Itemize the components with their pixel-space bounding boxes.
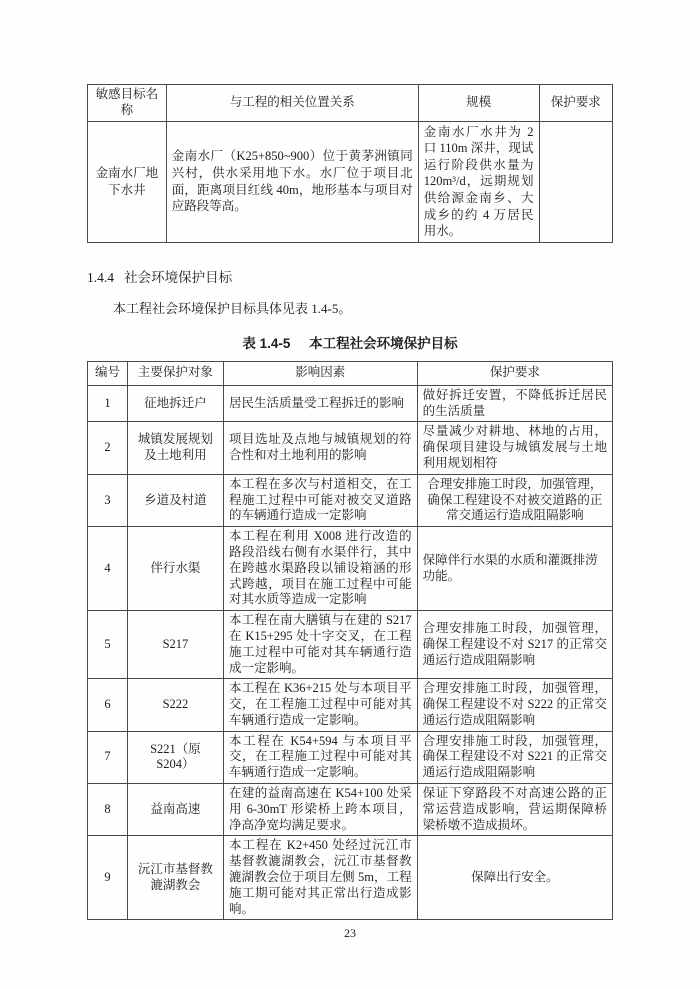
cell-no: 9 bbox=[88, 836, 128, 920]
header-requirement: 保护要求 bbox=[417, 361, 612, 385]
cell-requirement: 保证下穿路段不对高速公路的正常运营造成影响，营运期保障桥梁桥墩不造成损坏。 bbox=[417, 784, 612, 836]
table-row bbox=[88, 422, 613, 474]
section-heading: 1.4.4 社会环境保护目标 bbox=[87, 269, 233, 285]
table-title: 表 1.4-5 本工程社会环境保护目标 bbox=[242, 335, 458, 351]
cell-target: S221（原 S204） bbox=[127, 731, 223, 783]
table-row bbox=[88, 527, 613, 611]
cell-target: 征地拆迁户 bbox=[127, 385, 223, 422]
table-row bbox=[88, 474, 613, 526]
cell-factor: 本工程在多次与村道相交，在工程施工过程中可能对被交叉道路的车辆通行造成一定影响 bbox=[223, 474, 417, 526]
cell-requirement: 保障伴行水渠的水质和灌溉排涝功能。 bbox=[417, 527, 612, 611]
cell-factor: 本工程在南大膳镇与在建的 S217 在 K15+295 处十字交叉，在工程施工过程中可能对其车辆通行造成一定影响。 bbox=[223, 611, 417, 679]
cell-factor: 本工程在利用 X008 进行改造的路段沿线右侧有水渠伴行，其中在跨越水渠路段以铺设箱涵的形式跨越，项目在施工过程中可能对其水质等造成一定影响 bbox=[223, 527, 417, 611]
cell-target: 伴行水渠 bbox=[127, 527, 223, 611]
cell-factor: 本工程在 K36+215 处与本项目平交，在工程施工过程中可能对其车辆通行造成一定影响。 bbox=[223, 679, 417, 731]
cell-requirement bbox=[539, 121, 613, 242]
table-row bbox=[88, 385, 613, 422]
header-sensitive-target-name: 敏感目标名称 bbox=[88, 85, 167, 122]
sensitive-target-header-row bbox=[88, 85, 613, 122]
cell-requirement: 保障出行安全。 bbox=[417, 836, 612, 920]
cell-requirement: 合理安排施工时段，加强管理，确保工程建设不对 S217 的正常交通运行造成阻隔影响 bbox=[417, 611, 612, 679]
cell-scale: 金南水厂水井为 2 口 110m 深井，现试运行阶段供水量为 120m³/d，远期规划供给源金南乡、大成乡的约 4 万居民用水。 bbox=[418, 121, 539, 242]
cell-no: 4 bbox=[88, 527, 128, 611]
header-protection-target: 主要保护对象 bbox=[127, 361, 223, 385]
cell-target: S222 bbox=[127, 679, 223, 731]
header-scale: 规模 bbox=[418, 85, 539, 122]
cell-target: S217 bbox=[127, 611, 223, 679]
cell-target: 乡道及村道 bbox=[127, 474, 223, 526]
cell-no: 6 bbox=[88, 679, 128, 731]
table-row bbox=[88, 731, 613, 783]
table-row bbox=[88, 836, 613, 920]
cell-target: 沅江市基督教漉湖教会 bbox=[127, 836, 223, 920]
header-relation-to-project: 与工程的相关位置关系 bbox=[166, 85, 418, 122]
cell-factor: 项目选址及点地与城镇规划的符合性和对土地利用的影响 bbox=[223, 422, 417, 474]
cell-no: 7 bbox=[88, 731, 128, 783]
cell-requirement: 做好拆迁安置，不降低拆迁居民的生活质量 bbox=[417, 385, 612, 422]
header-impact-factor: 影响因素 bbox=[223, 361, 417, 385]
cell-target: 益南高速 bbox=[127, 784, 223, 836]
table-row bbox=[88, 611, 613, 679]
cell-no: 1 bbox=[88, 385, 128, 422]
cell-factor: 本工程在 K54+594 与本项目平交，在工程施工过程中可能对其车辆通行造成一定影响。 bbox=[223, 731, 417, 783]
cell-requirement: 尽量减少对耕地、林地的占用，确保项目建设与城镇发展与土地利用规划相符 bbox=[417, 422, 612, 474]
cell-factor: 居民生活质量受工程拆迁的影响 bbox=[223, 385, 417, 422]
cell-factor: 本工程在 K2+450 处经过沅江市基督教漉湖教会，沅江市基督教漉湖教会位于项目左侧 5m，工程施工期可能对其正常出行造成影响。 bbox=[223, 836, 417, 920]
table-row bbox=[88, 784, 613, 836]
header-protection-requirement: 保护要求 bbox=[539, 85, 613, 122]
cell-target-name: 金南水厂地下水井 bbox=[88, 121, 167, 242]
social-table-header-row bbox=[88, 361, 613, 385]
social-protection-table bbox=[87, 361, 613, 921]
section-paragraph: 本工程社会环境保护目标具体见表 1.4-5。 bbox=[113, 300, 352, 316]
cell-requirement: 合理安排施工时段，加强管理，确保工程建设不对 S221 的正常交通运行造成阻隔影响 bbox=[417, 731, 612, 783]
sensitive-target-table bbox=[87, 84, 613, 243]
cell-relation: 金南水厂（K25+850~900）位于黄茅洲镇同兴村，供水采用地下水。水厂位于项目北面，距离项目红线 40m，地形基本与项目对应路段等高。 bbox=[166, 121, 418, 242]
cell-requirement: 合理安排施工时段，加强管理，确保工程建设不对 S222 的正常交通运行造成阻隔影响 bbox=[417, 679, 612, 731]
page-number: 23 bbox=[344, 926, 356, 940]
cell-no: 2 bbox=[88, 422, 128, 474]
cell-factor: 在建的益南高速在 K54+100 处采用 6-30mT 形梁桥上跨本项目，净高净宽均满足要求。 bbox=[223, 784, 417, 836]
sensitive-target-row bbox=[88, 121, 613, 242]
table-row bbox=[88, 679, 613, 731]
cell-no: 8 bbox=[88, 784, 128, 836]
cell-target: 城镇发展规划及土地利用 bbox=[127, 422, 223, 474]
cell-requirement: 合理安排施工时段，加强管理，确保工程建设不对被交道路的正常交通运行造成阻隔影响 bbox=[417, 474, 612, 526]
cell-no: 3 bbox=[88, 474, 128, 526]
header-no: 编号 bbox=[88, 361, 128, 385]
cell-no: 5 bbox=[88, 611, 128, 679]
